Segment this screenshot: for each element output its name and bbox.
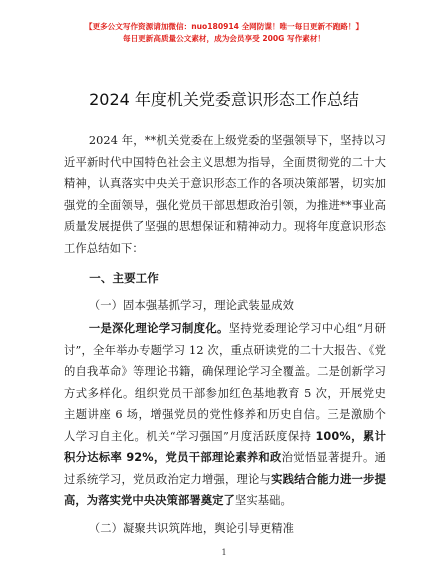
study-text-1: 坚持党委理论学习中心组“月研讨”，全年举办专题学习 12 次，重点研读党的二十大报告、《党的自我革命》等理论书籍，确保理论学习全覆盖。二是创新学习方式多样化。组织党员干部参加红色基地教育 5 次，开展党史主题讲座 6 场，增强党员的党性修养和历史自信。三是激励个人学习自主化。机关“学习强国”月度活跃度保持 (64, 322, 386, 443)
promo-banner-line-1: 【更多公文写作资源请加微信：nuo180914 全网防谍！唯一每日更新不跑路！】 (84, 22, 364, 31)
section-heading-main-work: 一、主要工作 (89, 271, 159, 285)
page-number: 1 (221, 548, 227, 557)
document-body (64, 130, 386, 541)
study-text-3: 坚实基础。 (234, 494, 292, 507)
document-title: 2024 年度机关党委意识形态工作总结 (89, 90, 359, 109)
bold-lead-phrase: 一是深化理论学习制度化。 (88, 322, 229, 335)
promo-banner-line-2: 每日更新高质量公文素材，成为会员享受 200G 写作素材！ (122, 34, 326, 43)
subsection-heading-study: （一）固本强基抓学习，理论武装显成效 (88, 298, 295, 312)
bold-practice-phrase: 实践结合能力进一步提高，为落实党中央决策部署奠定了 (64, 472, 386, 507)
study-text-2: 治觉悟显著提升。通过系统学习，党员政治定力增强，理论与 (64, 451, 386, 486)
subsection-heading-consensus: （二）凝聚共识筑阵地，舆论引导更精准 (88, 521, 295, 535)
study-paragraph (64, 318, 386, 512)
intro-paragraph: 2024 年，**机关党委在上级党委的坚强领导下，坚持以习近平新时代中国特色社会主义思想为指导，全面贯彻党的二十大精神，认真落实中央关于意识形态工作的各项决策部署，切实加强党的全面领导，强化党员干部思想政治引领，为推进**事业高质量发展提供了坚强的思想保证和精神动力。现将年度意识形态工作总结如下： (64, 134, 386, 255)
bold-stat-phrase: 100%，累计积分达标率 92%，党员干部理论素养和政 (64, 429, 386, 464)
